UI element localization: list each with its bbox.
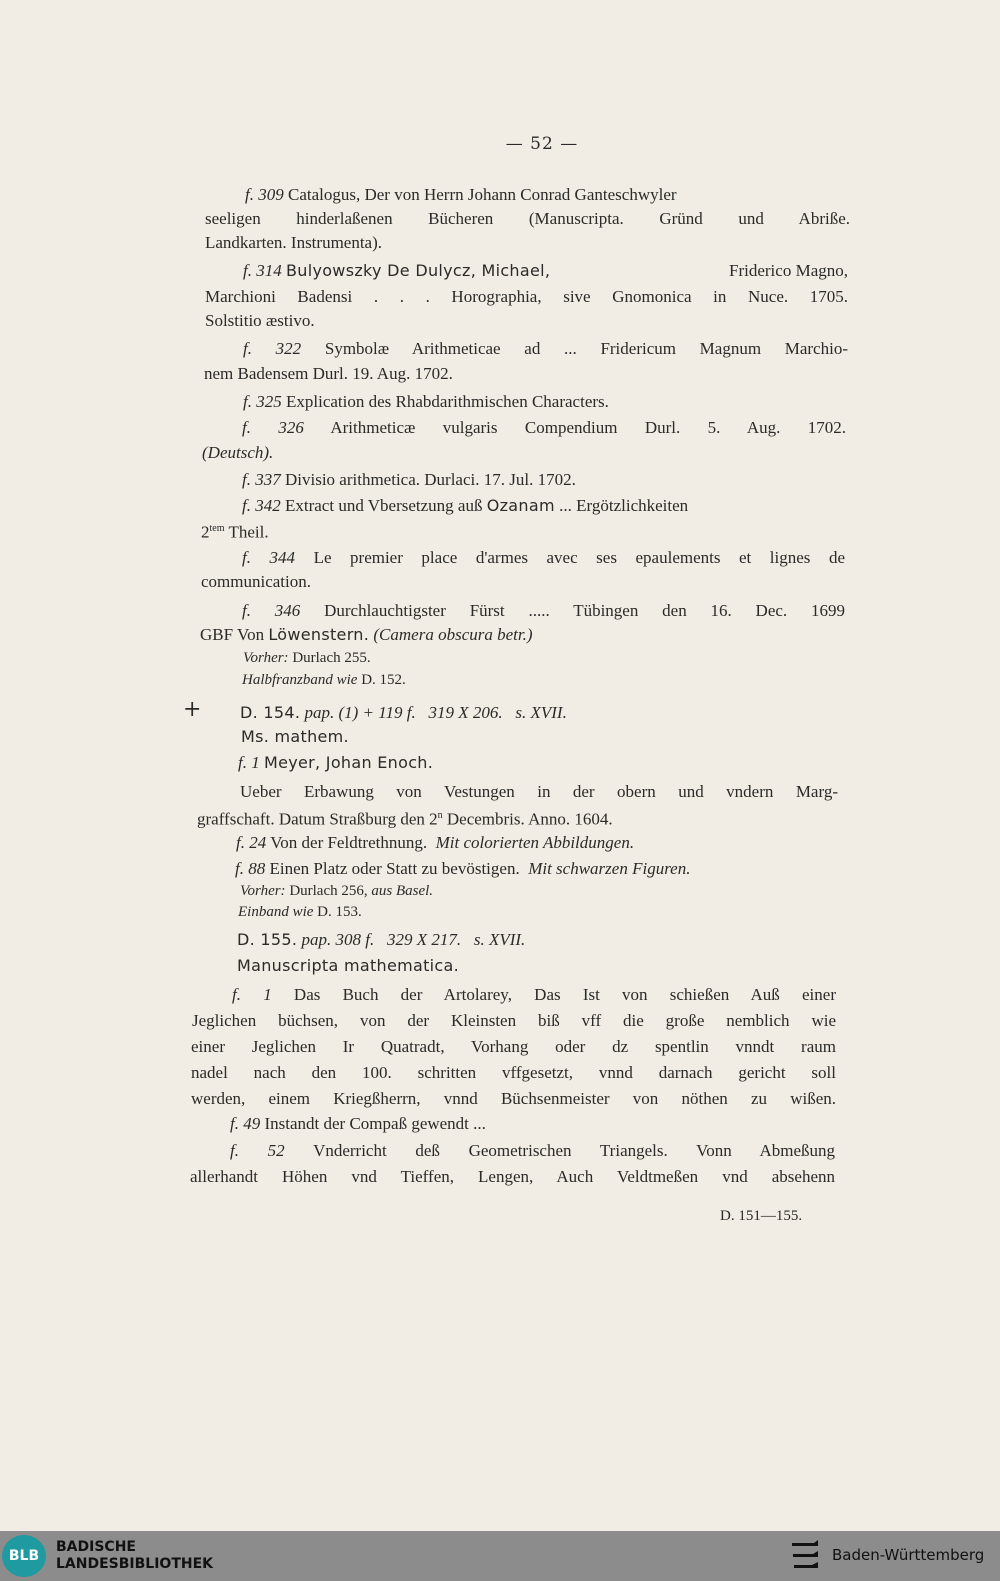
entry-344-line-2: communication. xyxy=(201,572,312,591)
entry-346-line-2: GBF Von Löwenstern. (Camera obscura betr.) xyxy=(200,625,533,644)
d154-f88-line: f. 88 Einen Platz oder Statt zu bevöstigen. Mit schwarzen Figuren. xyxy=(235,859,691,878)
shelfmark: D. 154. xyxy=(240,703,301,722)
author-name: Löwenstern. xyxy=(268,625,370,644)
d155-header: D. 155. pap. 308 f. 329 X 217. s. XVII. xyxy=(237,930,526,949)
entry-326-line-2: (Deutsch). xyxy=(202,443,274,462)
entry-346-binding: Halbfranzband wie D. 152. xyxy=(242,672,406,688)
footer-bar xyxy=(0,1531,1000,1581)
entry-346-line-1: f. 346 Durchlauchtigster Fürst ..... Tübingen den 16. Dec. 1699 xyxy=(242,601,845,620)
d155-f52-line-2: allerhandt Höhen vnd Tieffen, Lengen, Auch Veldtmeßen vnd absehenn xyxy=(190,1167,835,1186)
entry-314-line-1: f. 314 Bulyowszky De Dulycz, Michael, Friderico Magno, xyxy=(243,261,848,280)
d154-f24-line: f. 24 Von der Feldtrethnung. Mit colorierten Abbildungen. xyxy=(236,833,635,852)
d154-provenance: Vorher: Durlach 256, aus Basel. xyxy=(240,883,434,899)
entry-314-line-2: Marchioni Badensi . . . Horographia, sive Gnomonica in Nuce. 1705. xyxy=(205,287,848,306)
page-signature: D. 151—155. xyxy=(720,1208,803,1224)
lions-coat-of-arms-icon xyxy=(790,1539,822,1575)
shelfmark: D. 155. xyxy=(237,930,298,949)
d154-binding: Einband wie D. 153. xyxy=(238,904,362,920)
state-name[interactable]: Baden-Württemberg xyxy=(832,1546,985,1564)
d155-title: Manuscripta mathematica. xyxy=(237,956,460,975)
entry-337-line-1: f. 337 Divisio arithmetica. Durlaci. 17. Jul. 1702. xyxy=(242,470,576,489)
blb-logo-icon[interactable]: BLB xyxy=(2,1535,46,1577)
author-name: Bulyowszky De Dulycz, Michael, xyxy=(285,261,551,280)
entry-344-line-1: f. 344 Le premier place d'armes avec ses epaulements et lignes de xyxy=(242,548,845,567)
d155-f1-line-3: einer Jeglichen Ir Quatradt, Vorhang oder dz spentlin vnndt raum xyxy=(191,1037,836,1056)
entry-309-line-3: Landkarten. Instrumenta). xyxy=(205,233,383,252)
entry-309-line-1: f. 309 Catalogus, Der von Herrn Johann Conrad Ganteschwyler xyxy=(245,185,677,204)
d154-f1-line: f. 1 Meyer, Johan Enoch. xyxy=(238,753,434,772)
d154-para-line-2: graffschaft. Datum Straßburg den 2$^n$ Decembris. Anno. 1604. xyxy=(197,809,613,829)
entry-314-line-3: Solstitio æstivo. xyxy=(205,311,315,330)
page-number: — 52 — xyxy=(505,134,579,154)
plus-marker: + xyxy=(183,697,202,722)
d155-f1-line-4: nadel nach den 100. schritten vffgesetzt, vnnd darnach gericht soll xyxy=(191,1063,836,1082)
entry-309-line-2: seeligen hinderlaßenen Bücheren (Manuscripta. Gründ und Abriße. xyxy=(205,209,850,228)
d154-title: Ms. mathem. xyxy=(241,727,349,746)
entry-326-line-1: f. 326 Arithmeticæ vulgaris Compendium Durl. 5. Aug. 1702. xyxy=(242,418,847,437)
d155-f1-line-2: Jeglichen büchsen, von der Kleinsten biß vff die große nemblich wie xyxy=(192,1011,836,1030)
d154-header: D. 154. pap. (1) + 119 f. 319 X 206. s. XVII. xyxy=(240,703,567,722)
entry-322-line-2: nem Badensem Durl. 19. Aug. 1702. xyxy=(204,364,453,383)
author-name: Ozanam xyxy=(486,496,555,515)
entry-346-provenance: Vorher: Durlach 255. xyxy=(243,650,371,666)
entry-322-line-1: f. 322 Symbolæ Arithmeticae ad ... Fridericum Magnum Marchio- xyxy=(243,339,848,358)
d154-para-line-1: Ueber Erbawung von Vestungen in der obern und vndern Marg- xyxy=(240,782,838,801)
d155-f52-line-1: f. 52 Vnderricht deß Geometrischen Triangels. Vonn Abmeßung xyxy=(230,1141,836,1160)
library-name[interactable]: BADISCHE LANDESBIBLIOTHEK xyxy=(56,1539,214,1572)
entry-325-line-1: f. 325 Explication des Rhabdarithmischen Characters. xyxy=(243,392,609,411)
d155-f49-line: f. 49 Instandt der Compaß gewendt ... xyxy=(230,1114,486,1133)
author-name: Meyer, Johan Enoch. xyxy=(263,753,434,772)
entry-342-line-2: $2^{tem}$ Theil. xyxy=(201,522,269,542)
d155-f1-line-1: f. 1 Das Buch der Artolarey, Das Ist von schießen Auß einer xyxy=(232,985,836,1004)
entry-342-line-1: f. 342 Extract und Vbersetzung auß Ozanam ... Ergötzlichkeiten xyxy=(242,496,689,515)
d155-f1-line-5: werden, einem Kriegßherrn, vnnd Büchsenmeister von nöthen zu wißen. xyxy=(191,1089,836,1108)
